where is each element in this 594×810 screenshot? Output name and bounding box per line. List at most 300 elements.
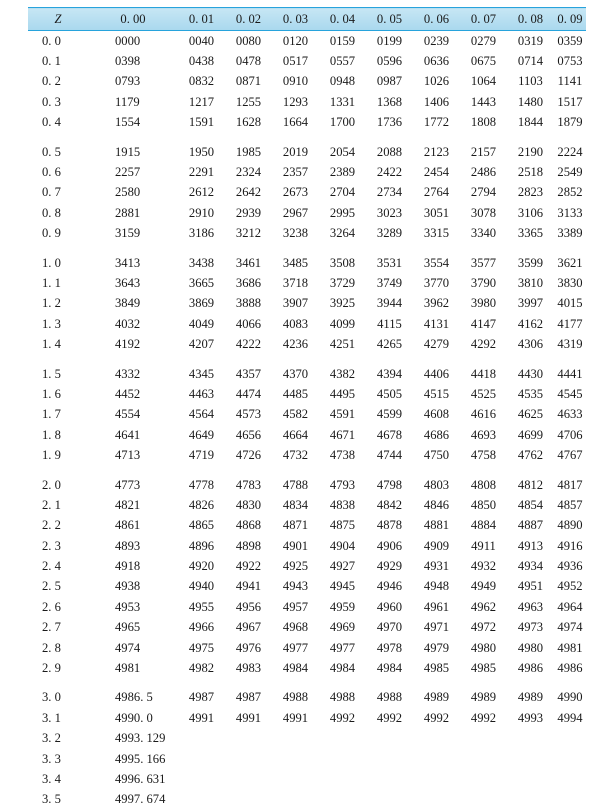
header-col: 0. 03	[272, 8, 319, 31]
probability-cell: 4925	[272, 556, 319, 576]
probability-cell: 4564	[178, 405, 225, 425]
probability-cell: 4706	[554, 425, 586, 445]
probability-cell: 4616	[460, 405, 507, 425]
probability-cell: 4938	[88, 577, 178, 597]
probability-cell: 4951	[507, 577, 554, 597]
probability-cell: 2454	[413, 162, 460, 182]
probability-cell: 3413	[88, 244, 178, 273]
probability-cell: 4798	[366, 466, 413, 495]
probability-cell: 3810	[507, 273, 554, 293]
header-col: 0. 00	[88, 8, 178, 31]
table-row	[28, 133, 586, 162]
probability-cell: 4980	[460, 638, 507, 658]
probability-cell: 4988	[366, 679, 413, 708]
probability-cell: 4292	[460, 334, 507, 354]
probability-cell: 1700	[319, 113, 366, 133]
header-col: 0. 02	[225, 8, 272, 31]
probability-cell: 4265	[366, 334, 413, 354]
probability-cell: 4991	[178, 708, 225, 728]
header-col: 0. 01	[178, 8, 225, 31]
probability-cell: 2612	[178, 183, 225, 203]
z-value-cell: 1. 9	[28, 445, 88, 465]
probability-cell: 4452	[88, 384, 178, 404]
z-value-cell: 1. 8	[28, 425, 88, 445]
probability-cell: 3106	[507, 203, 554, 223]
probability-cell: 4971	[413, 618, 460, 638]
probability-cell: 4982	[178, 658, 225, 678]
z-value-cell: 0. 9	[28, 224, 88, 244]
table-row	[28, 273, 586, 293]
probability-cell: 3749	[366, 273, 413, 293]
probability-cell: 0319	[507, 31, 554, 52]
z-table	[28, 7, 586, 810]
probability-cell: 4147	[460, 314, 507, 334]
probability-cell: 2019	[272, 133, 319, 162]
probability-cell: 3599	[507, 244, 554, 273]
probability-cell: 3078	[460, 203, 507, 223]
z-value-cell: 1. 0	[28, 244, 88, 273]
probability-cell: 2642	[225, 183, 272, 203]
probability-cell: 4485	[272, 384, 319, 404]
probability-cell: 4887	[507, 516, 554, 536]
probability-cell: 4830	[225, 495, 272, 515]
probability-cell: 4963	[507, 597, 554, 617]
z-value-cell: 2. 2	[28, 516, 88, 536]
table-row	[28, 708, 586, 728]
probability-cell: 4927	[319, 556, 366, 576]
probability-cell: 4981	[88, 658, 178, 678]
probability-cell: 0987	[366, 72, 413, 92]
probability-cell: 4495	[319, 384, 366, 404]
probability-cell: 4515	[413, 384, 460, 404]
probability-cell: 1141	[554, 72, 586, 92]
probability-cell: 4945	[319, 577, 366, 597]
probability-cell: 2910	[178, 203, 225, 223]
probability-cell: 2939	[225, 203, 272, 223]
probability-cell: 0159	[319, 31, 366, 52]
probability-cell: 2123	[413, 133, 460, 162]
probability-cell: 1844	[507, 113, 554, 133]
probability-cell: 0517	[272, 51, 319, 71]
probability-cell: 4854	[507, 495, 554, 515]
probability-cell: 4758	[460, 445, 507, 465]
z-value-cell: 3. 1	[28, 708, 88, 728]
header-col: 0. 04	[319, 8, 366, 31]
probability-cell: 0636	[413, 51, 460, 71]
probability-cell: 2704	[319, 183, 366, 203]
probability-cell: 3238	[272, 224, 319, 244]
probability-cell: 4952	[554, 577, 586, 597]
probability-cell: 4993	[507, 708, 554, 728]
probability-cell: 1443	[460, 92, 507, 112]
probability-cell: 3508	[319, 244, 366, 273]
probability-cell: 1772	[413, 113, 460, 133]
probability-cell: 0199	[366, 31, 413, 52]
probability-cell: 4890	[554, 516, 586, 536]
probability-cell: 2881	[88, 203, 178, 223]
probability-cell: 4988	[319, 679, 366, 708]
table-row	[28, 31, 586, 52]
probability-cell: 4192	[88, 334, 178, 354]
probability-cell: 4573	[225, 405, 272, 425]
probability-cell: 4991	[272, 708, 319, 728]
header-z: Z	[28, 8, 88, 31]
probability-cell: 4649	[178, 425, 225, 445]
probability-cell: 4783	[225, 466, 272, 495]
table-row	[28, 384, 586, 404]
probability-cell: 4984	[319, 658, 366, 678]
probability-cell: 4972	[460, 618, 507, 638]
header-row	[28, 8, 586, 31]
table-row	[28, 51, 586, 71]
probability-cell: 4916	[554, 536, 586, 556]
probability-cell: 4988	[272, 679, 319, 708]
table-row	[28, 113, 586, 133]
probability-cell: 4957	[272, 597, 319, 617]
probability-cell: 4865	[178, 516, 225, 536]
probability-cell: 0239	[413, 31, 460, 52]
probability-cell: 4474	[225, 384, 272, 404]
probability-cell: 4236	[272, 334, 319, 354]
z-value-cell: 3. 4	[28, 769, 88, 789]
table-row	[28, 72, 586, 92]
table-row	[28, 224, 586, 244]
z-value-cell: 1. 3	[28, 314, 88, 334]
probability-cell: 4222	[225, 334, 272, 354]
probability-cell: 3944	[366, 294, 413, 314]
probability-cell: 4984	[272, 658, 319, 678]
probability-cell: 4898	[225, 536, 272, 556]
probability-cell: 3365	[507, 224, 554, 244]
probability-cell: 4970	[366, 618, 413, 638]
probability-cell: 4984	[366, 658, 413, 678]
table-row	[28, 658, 586, 678]
table-row	[28, 495, 586, 515]
probability-cell: 4964	[554, 597, 586, 617]
table-row	[28, 516, 586, 536]
z-value-cell: 0. 3	[28, 92, 88, 112]
table-row	[28, 769, 586, 789]
z-value-cell: 2. 9	[28, 658, 88, 678]
table-row	[28, 314, 586, 334]
probability-cell: 3849	[88, 294, 178, 314]
z-value-cell: 3. 5	[28, 790, 88, 810]
probability-cell: 4994	[554, 708, 586, 728]
probability-cell: 1736	[366, 113, 413, 133]
table-row	[28, 466, 586, 495]
probability-cell: 3289	[366, 224, 413, 244]
probability-cell: 4995. 166	[88, 749, 178, 769]
probability-cell: 4834	[272, 495, 319, 515]
probability-cell: 2389	[319, 162, 366, 182]
probability-cell: 3718	[272, 273, 319, 293]
probability-cell: 4896	[178, 536, 225, 556]
probability-cell: 3665	[178, 273, 225, 293]
probability-cell: 3962	[413, 294, 460, 314]
probability-cell: 3023	[366, 203, 413, 223]
probability-cell: 4826	[178, 495, 225, 515]
probability-cell: 0714	[507, 51, 554, 71]
z-value-cell: 1. 2	[28, 294, 88, 314]
probability-cell: 4115	[366, 314, 413, 334]
probability-cell: 4875	[319, 516, 366, 536]
probability-cell: 4406	[413, 355, 460, 384]
z-value-cell: 1. 1	[28, 273, 88, 293]
probability-cell: 4992	[319, 708, 366, 728]
probability-cell: 4608	[413, 405, 460, 425]
probability-cell: 2580	[88, 183, 178, 203]
probability-cell: 4956	[225, 597, 272, 617]
table-row	[28, 334, 586, 354]
probability-cell: 4686	[413, 425, 460, 445]
probability-cell: 2486	[460, 162, 507, 182]
probability-cell: 0000	[88, 31, 178, 52]
table-row	[28, 790, 586, 810]
z-value-cell: 2. 8	[28, 638, 88, 658]
probability-cell: 4732	[272, 445, 319, 465]
header-col: 0. 09	[554, 8, 586, 31]
table-row	[28, 355, 586, 384]
probability-cell: 2357	[272, 162, 319, 182]
probability-cell: 1664	[272, 113, 319, 133]
probability-cell: 4671	[319, 425, 366, 445]
probability-cell: 4207	[178, 334, 225, 354]
probability-cell: 4962	[460, 597, 507, 617]
probability-cell: 4985	[413, 658, 460, 678]
probability-cell: 3888	[225, 294, 272, 314]
probability-cell: 2054	[319, 133, 366, 162]
z-value-cell: 2. 0	[28, 466, 88, 495]
probability-cell: 3554	[413, 244, 460, 273]
table-row	[28, 294, 586, 314]
probability-cell: 4976	[225, 638, 272, 658]
probability-cell: 4978	[366, 638, 413, 658]
probability-cell: 1255	[225, 92, 272, 112]
table-row	[28, 183, 586, 203]
probability-cell: 4846	[413, 495, 460, 515]
table-row	[28, 445, 586, 465]
probability-cell: 4817	[554, 466, 586, 495]
table-row	[28, 92, 586, 112]
table-row	[28, 729, 586, 749]
probability-cell: 4991	[225, 708, 272, 728]
probability-cell: 3531	[366, 244, 413, 273]
probability-cell: 4719	[178, 445, 225, 465]
probability-cell: 4955	[178, 597, 225, 617]
z-value-cell: 0. 8	[28, 203, 88, 223]
probability-cell: 1064	[460, 72, 507, 92]
z-value-cell: 0. 1	[28, 51, 88, 71]
probability-cell: 3907	[272, 294, 319, 314]
probability-cell: 3485	[272, 244, 319, 273]
probability-cell: 1628	[225, 113, 272, 133]
probability-cell: 1985	[225, 133, 272, 162]
probability-cell: 0080	[225, 31, 272, 52]
probability-cell: 4778	[178, 466, 225, 495]
probability-cell: 0793	[88, 72, 178, 92]
header-col: 0. 06	[413, 8, 460, 31]
probability-cell: 0753	[554, 51, 586, 71]
z-value-cell: 2. 7	[28, 618, 88, 638]
probability-cell: 3315	[413, 224, 460, 244]
table-row	[28, 203, 586, 223]
probability-cell: 4279	[413, 334, 460, 354]
probability-cell: 4699	[507, 425, 554, 445]
z-value-cell: 1. 7	[28, 405, 88, 425]
probability-cell: 4767	[554, 445, 586, 465]
probability-cell: 4878	[366, 516, 413, 536]
table-row	[28, 556, 586, 576]
probability-cell: 2673	[272, 183, 319, 203]
table-row	[28, 536, 586, 556]
probability-cell: 4893	[88, 536, 178, 556]
probability-cell: 3686	[225, 273, 272, 293]
probability-cell: 3159	[88, 224, 178, 244]
probability-cell: 4319	[554, 334, 586, 354]
probability-cell: 4969	[319, 618, 366, 638]
header-col: 0. 05	[366, 8, 413, 31]
probability-cell: 4987	[178, 679, 225, 708]
probability-cell: 4345	[178, 355, 225, 384]
probability-cell: 0478	[225, 51, 272, 71]
probability-cell: 0910	[272, 72, 319, 92]
probability-cell: 0832	[178, 72, 225, 92]
probability-cell: 4948	[413, 577, 460, 597]
probability-cell: 1026	[413, 72, 460, 92]
probability-cell: 4996. 631	[88, 769, 178, 789]
probability-cell: 1480	[507, 92, 554, 112]
probability-cell: 4989	[460, 679, 507, 708]
probability-cell: 1879	[554, 113, 586, 133]
z-value-cell: 0. 0	[28, 31, 88, 52]
probability-cell: 4936	[554, 556, 586, 576]
probability-cell: 0279	[460, 31, 507, 52]
table-row	[28, 405, 586, 425]
probability-cell: 4049	[178, 314, 225, 334]
probability-cell: 4986	[554, 658, 586, 678]
probability-cell: 4693	[460, 425, 507, 445]
probability-cell: 4974	[88, 638, 178, 658]
probability-cell: 4394	[366, 355, 413, 384]
probability-cell: 4738	[319, 445, 366, 465]
table-row	[28, 162, 586, 182]
table-row	[28, 597, 586, 617]
probability-cell: 2291	[178, 162, 225, 182]
probability-cell: 4987	[225, 679, 272, 708]
probability-cell: 4857	[554, 495, 586, 515]
probability-cell: 0596	[366, 51, 413, 71]
probability-cell: 3438	[178, 244, 225, 273]
probability-cell: 2422	[366, 162, 413, 182]
probability-cell: 2794	[460, 183, 507, 203]
probability-cell: 0438	[178, 51, 225, 71]
probability-cell: 4773	[88, 466, 178, 495]
probability-cell: 2549	[554, 162, 586, 182]
z-value-cell: 2. 1	[28, 495, 88, 515]
probability-cell: 4625	[507, 405, 554, 425]
probability-cell: 4977	[319, 638, 366, 658]
z-value-cell: 1. 4	[28, 334, 88, 354]
probability-cell: 4430	[507, 355, 554, 384]
z-value-cell: 2. 3	[28, 536, 88, 556]
probability-cell: 0948	[319, 72, 366, 92]
probability-cell: 2852	[554, 183, 586, 203]
probability-cell: 4960	[366, 597, 413, 617]
probability-cell: 0871	[225, 72, 272, 92]
probability-cell: 1950	[178, 133, 225, 162]
probability-cell: 4535	[507, 384, 554, 404]
probability-cell: 4554	[88, 405, 178, 425]
probability-cell: 3621	[554, 244, 586, 273]
table-row	[28, 749, 586, 769]
probability-cell: 3186	[178, 224, 225, 244]
probability-cell: 3790	[460, 273, 507, 293]
table-row	[28, 577, 586, 597]
probability-cell: 4901	[272, 536, 319, 556]
z-value-cell: 3. 0	[28, 679, 88, 708]
probability-cell: 4177	[554, 314, 586, 334]
probability-cell: 3869	[178, 294, 225, 314]
probability-cell: 4977	[272, 638, 319, 658]
z-value-cell: 3. 2	[28, 729, 88, 749]
probability-cell: 4251	[319, 334, 366, 354]
probability-cell: 4332	[88, 355, 178, 384]
probability-cell: 2157	[460, 133, 507, 162]
table-body	[28, 31, 586, 810]
probability-cell: 1915	[88, 133, 178, 162]
probability-cell: 3264	[319, 224, 366, 244]
probability-cell: 1217	[178, 92, 225, 112]
probability-cell: 4986	[507, 658, 554, 678]
probability-cell: 4881	[413, 516, 460, 536]
probability-cell: 4946	[366, 577, 413, 597]
probability-cell: 4941	[225, 577, 272, 597]
probability-cell: 4641	[88, 425, 178, 445]
probability-cell: 4913	[507, 536, 554, 556]
probability-cell: 4418	[460, 355, 507, 384]
probability-cell: 4382	[319, 355, 366, 384]
probability-cell: 4940	[178, 577, 225, 597]
probability-cell: 4918	[88, 556, 178, 576]
probability-cell: 1808	[460, 113, 507, 133]
probability-cell: 4961	[413, 597, 460, 617]
probability-cell: 4906	[366, 536, 413, 556]
probability-cell: 4985	[460, 658, 507, 678]
table-row	[28, 425, 586, 445]
probability-cell: 4838	[319, 495, 366, 515]
probability-cell: 0398	[88, 51, 178, 71]
header-col: 0. 07	[460, 8, 507, 31]
probability-cell: 4981	[554, 638, 586, 658]
probability-cell: 4370	[272, 355, 319, 384]
probability-cell: 4803	[413, 466, 460, 495]
z-value-cell: 0. 4	[28, 113, 88, 133]
probability-cell: 0359	[554, 31, 586, 52]
probability-cell: 4990. 0	[88, 708, 178, 728]
probability-cell: 4929	[366, 556, 413, 576]
probability-cell: 0120	[272, 31, 319, 52]
probability-cell: 4726	[225, 445, 272, 465]
probability-cell: 4911	[460, 536, 507, 556]
probability-cell: 4850	[460, 495, 507, 515]
probability-cell: 4441	[554, 355, 586, 384]
probability-cell: 2995	[319, 203, 366, 223]
probability-cell: 4986. 5	[88, 679, 178, 708]
probability-cell: 4922	[225, 556, 272, 576]
probability-cell: 4744	[366, 445, 413, 465]
probability-cell: 4066	[225, 314, 272, 334]
probability-cell: 4992	[413, 708, 460, 728]
